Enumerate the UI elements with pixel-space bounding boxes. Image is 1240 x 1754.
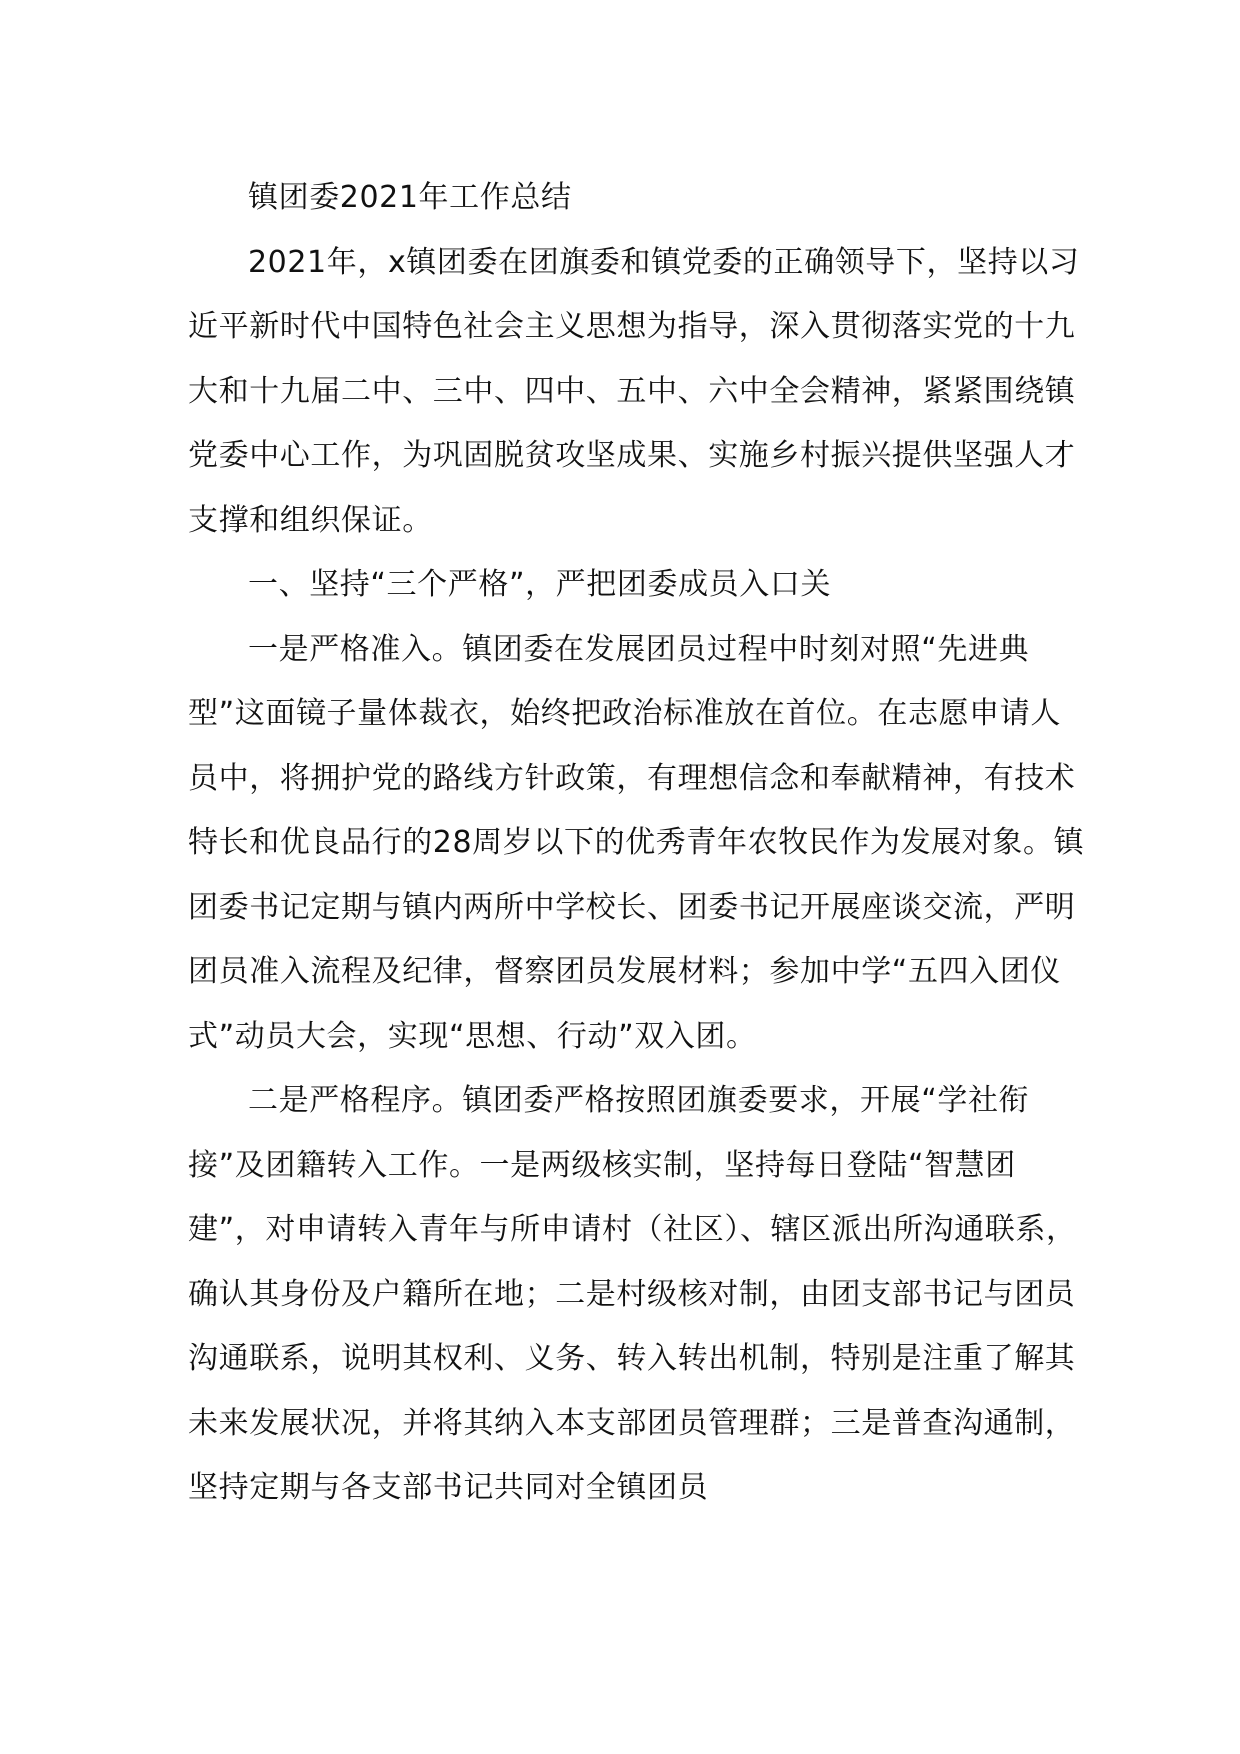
paragraph-intro: 2021年，x镇团委在团旗委和镇党委的正确领导下，坚持以习近平新时代中国特色社会主义思想为指导，深入贯彻落实党的十九大和十九届二中、三中、四中、五中、六中全会精神，紧紧围绕镇党委中心工作，为巩固脱贫攻坚成果、实施乡村振兴提供坚强人才支撑和组织保证。	[188, 244, 1080, 538]
paragraph-strict-procedure: 二是严格程序。镇团委严格按照团旗委要求，开展“学社衔接”及团籍转入工作。一是两级核实制，坚持每日登陆“智慧团建”，对申请转入青年与所申请村（社区）、辖区派出所沟通联系，确认其身份及户籍所在地；二是村级核对制，由团支部书记与团员沟通联系，说明其权利、义务、转入转出机制，特别是注重了解其未来发展状况，并将其纳入本支部团员管理群；三是普查沟通制，坚持定期与各支部书记共同对全镇团员	[188, 1083, 1077, 1505]
document-body	[188, 166, 1088, 1521]
document-title: 镇团委2021年工作总结	[248, 180, 572, 215]
section-heading-1: 一、坚持“三个严格”，严把团委成员入口关	[248, 567, 832, 602]
paragraph-strict-admission: 一是严格准入。镇团委在发展团员过程中时刻对照“先进典型”这面镜子量体裁衣，始终把政治标准放在首位。在志愿申请人员中，将拥护党的路线方针政策，有理想信念和奉献精神，有技术特长和优良品行的28周岁以下的优秀青年农牧民作为发展对象。镇团委书记定期与镇内两所中学校长、团委书记开展座谈交流，严明团员准入流程及纪律，督察团员发展材料；参加中学“五四入团仪式”动员大会，实现“思想、行动”双入团。	[188, 631, 1085, 1054]
